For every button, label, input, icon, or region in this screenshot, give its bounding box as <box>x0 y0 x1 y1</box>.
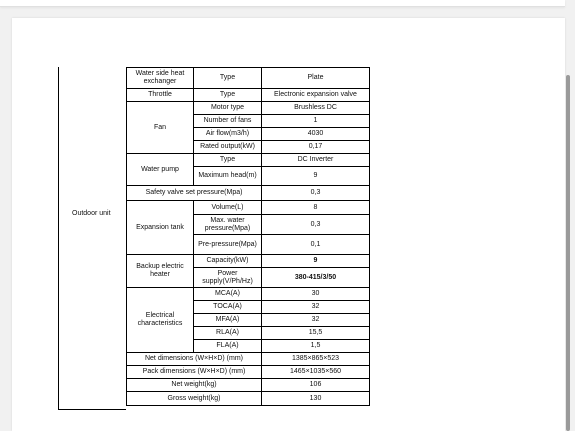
param-label: Volume(L) <box>194 201 262 215</box>
table-row <box>127 201 370 215</box>
row-label: Gross weight(kg) <box>127 392 262 406</box>
previous-page-edge <box>0 0 565 7</box>
param-label: Number of fans <box>194 115 262 128</box>
group-label-electrical: Electrical characteristics <box>127 288 194 353</box>
row-label: Throttle <box>127 89 194 102</box>
param-label: Pre-pressure(Mpa) <box>194 235 262 255</box>
param-label: TOCA(A) <box>194 301 262 314</box>
value-cell: 9 <box>262 167 370 186</box>
param-label: RLA(A) <box>194 327 262 340</box>
param-label: MFA(A) <box>194 314 262 327</box>
group-label-backup-heater: Backup electric heater <box>127 255 194 288</box>
value-cell: 32 <box>262 314 370 327</box>
group-label-water-pump: Water pump <box>127 154 194 186</box>
outdoor-unit-cell-border <box>58 67 59 410</box>
param-label: MCA(A) <box>194 288 262 301</box>
value-cell: DC Inverter <box>262 154 370 167</box>
value-cell: 130 <box>262 392 370 406</box>
table-row <box>127 255 370 268</box>
param-label: Maximum head(m) <box>194 167 262 186</box>
param-label: Max. water pressure(Mpa) <box>194 215 262 235</box>
row-label: Net weight(kg) <box>127 379 262 392</box>
param-label: Rated output(kW) <box>194 141 262 154</box>
value-cell: 0,3 <box>262 215 370 235</box>
value-cell: 1,5 <box>262 340 370 353</box>
table-row <box>127 353 370 366</box>
table-row <box>127 186 370 201</box>
table-row <box>127 379 370 392</box>
row-label: Pack dimensions (W×H×D) (mm) <box>127 366 262 379</box>
table-row <box>127 89 370 102</box>
value-cell: Brushless DC <box>262 102 370 115</box>
spec-table <box>126 67 370 406</box>
table-row <box>127 288 370 301</box>
param-label: Capacity(kW) <box>194 255 262 268</box>
param-label: Air flow(m3/h) <box>194 128 262 141</box>
vertical-scrollbar[interactable] <box>566 75 570 431</box>
value-cell: 9 <box>262 255 370 268</box>
value-cell: 0,1 <box>262 235 370 255</box>
table-row <box>127 102 370 115</box>
value-cell: 1465×1035×560 <box>262 366 370 379</box>
row-label: Water side heat exchanger <box>127 68 194 89</box>
param-label: Type <box>194 154 262 167</box>
outdoor-unit-label: Outdoor unit <box>72 210 111 217</box>
row-label: Net dimensions (W×H×D) (mm) <box>127 353 262 366</box>
table-row <box>127 68 370 89</box>
param-label: FLA(A) <box>194 340 262 353</box>
value-cell: 106 <box>262 379 370 392</box>
value-cell: 0,17 <box>262 141 370 154</box>
param-label: Type <box>194 89 262 102</box>
value-cell: Plate <box>262 68 370 89</box>
row-label: Safety valve set pressure(Mpa) <box>127 186 262 201</box>
value-cell: 1385×865×523 <box>262 353 370 366</box>
value-cell: 4030 <box>262 128 370 141</box>
value-cell: 0,3 <box>262 186 370 201</box>
param-label: Type <box>194 68 262 89</box>
value-cell: 1 <box>262 115 370 128</box>
table-row <box>127 366 370 379</box>
outdoor-unit-cell-bottom-border <box>58 409 126 410</box>
param-label: Power supply(V/Ph/Hz) <box>194 268 262 288</box>
group-label-expansion-tank: Expansion tank <box>127 201 194 255</box>
value-cell: 15,5 <box>262 327 370 340</box>
table-row <box>127 392 370 406</box>
value-cell: 32 <box>262 301 370 314</box>
param-label: Motor type <box>194 102 262 115</box>
value-cell: 380-415/3/50 <box>262 268 370 288</box>
value-cell: Electronic expansion valve <box>262 89 370 102</box>
value-cell: 8 <box>262 201 370 215</box>
group-label-fan: Fan <box>127 102 194 154</box>
table-row <box>127 154 370 167</box>
value-cell: 30 <box>262 288 370 301</box>
